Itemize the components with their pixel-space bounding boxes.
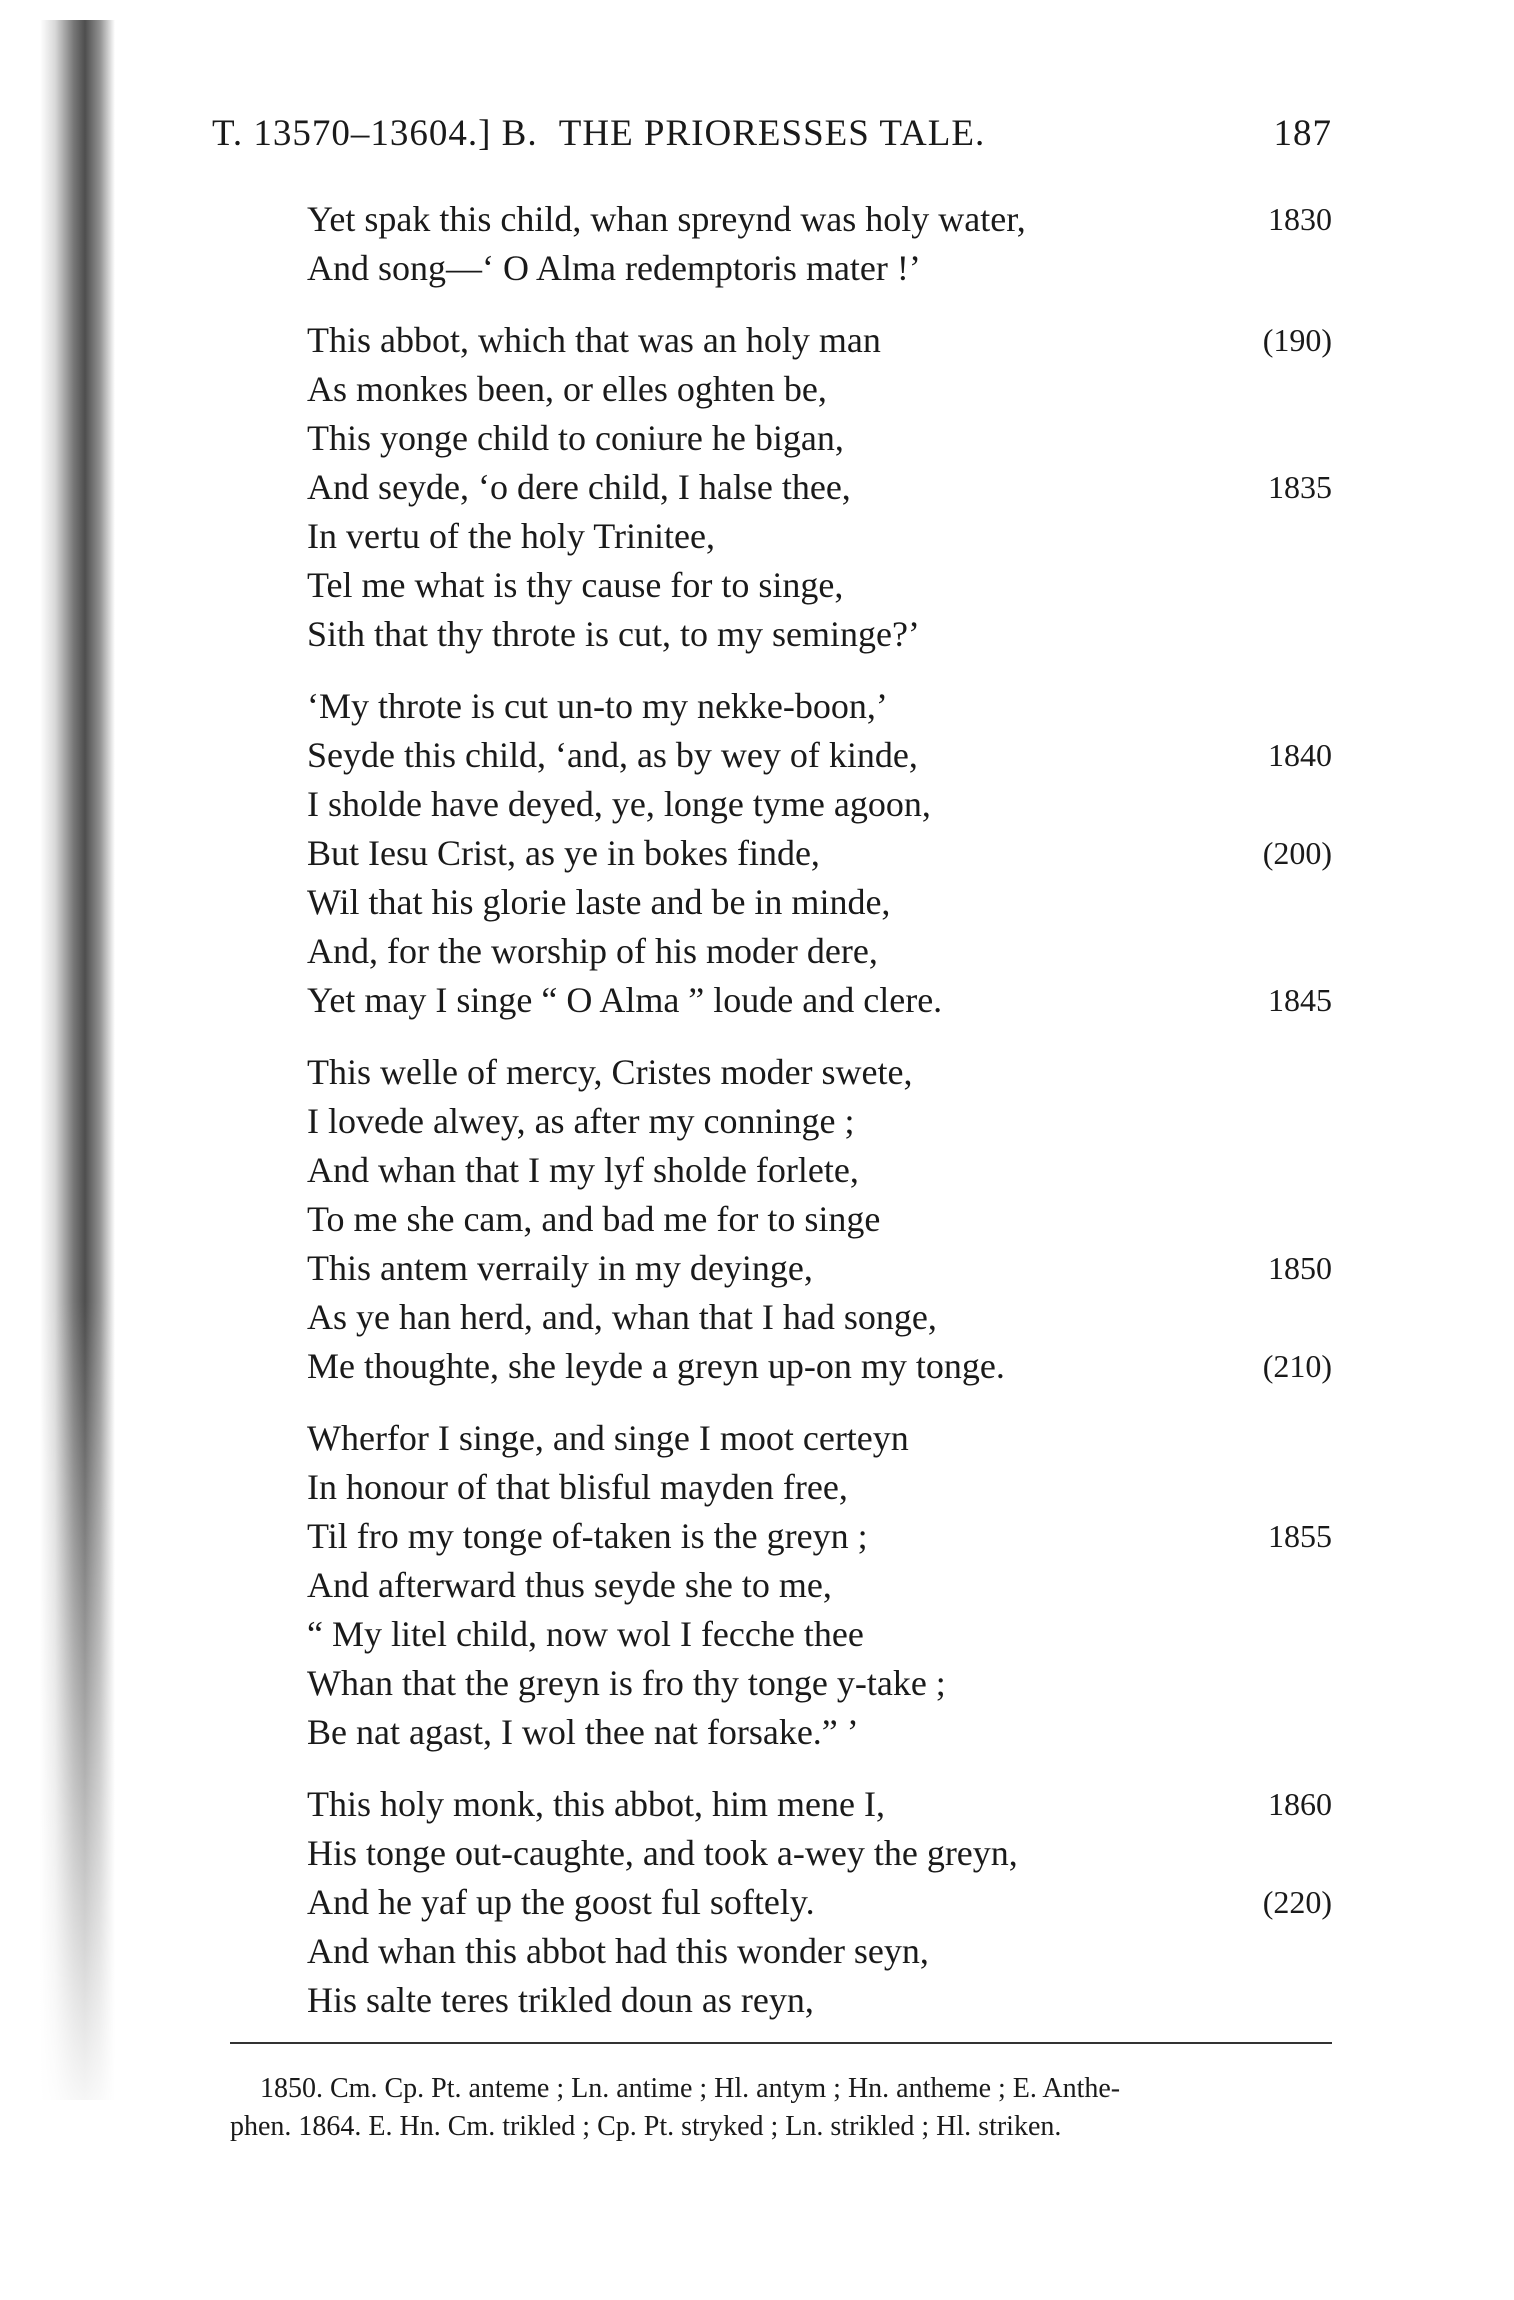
verse-line: [307, 463, 1332, 512]
footnotes: [230, 2070, 1332, 2146]
verse-text: Be nat agast, I wol thee nat forsake.” ’: [307, 1712, 859, 1752]
verse-line: [307, 244, 1332, 293]
page-number: 187: [1273, 113, 1332, 154]
verse-line: [307, 365, 1332, 414]
verse-line: [307, 1659, 1332, 1708]
verse-text: To me she cam, and bad me for to singe: [307, 1199, 881, 1239]
header-line-range: T. 13570–13604.] B.: [212, 113, 538, 154]
verse-line: [307, 731, 1332, 780]
verse-text: Yet spak this child, whan spreynd was holy water,: [307, 199, 1026, 239]
line-number: 1855: [1268, 1518, 1332, 1554]
verse-line: [307, 927, 1332, 976]
verse-line: [307, 1780, 1332, 1829]
verse-text: This abbot, which that was an holy man: [307, 320, 881, 360]
binding-shadow-fade: [40, 1300, 115, 2100]
verse-text: And song—‘ O Alma redemptoris mater !’: [307, 248, 921, 288]
verse-text: And, for the worship of his moder dere,: [307, 931, 878, 971]
verse-text: Wherfor I singe, and singe I moot certeyn: [307, 1418, 909, 1458]
verse-text: ‘My throte is cut un-to my nekke-boon,’: [307, 686, 888, 726]
verse-text: “ My litel child, now wol I fecche thee: [307, 1614, 864, 1654]
verse-line: [307, 1414, 1332, 1463]
verse-line: [307, 1927, 1332, 1976]
stanza: [307, 1780, 1332, 2025]
verse-text: This welle of mercy, Cristes moder swete,: [307, 1052, 913, 1092]
verse-text: In honour of that blisful mayden free,: [307, 1467, 848, 1507]
verse-text: I sholde have deyed, ye, longe tyme agoon,: [307, 784, 931, 824]
verse-text: Til fro my tonge of-taken is the greyn ;: [307, 1516, 868, 1556]
verse-text: In vertu of the holy Trinitee,: [307, 516, 715, 556]
line-number: 1845: [1268, 982, 1332, 1018]
line-number: 1835: [1268, 469, 1332, 505]
verse-line: [307, 1512, 1332, 1561]
stanza: [307, 316, 1332, 659]
verse-line: [307, 1097, 1332, 1146]
verse-text: Whan that the greyn is fro thy tonge y-take ;: [307, 1663, 946, 1703]
poem-body: [307, 195, 1332, 2048]
header-title: THE PRIORESSES TALE.: [558, 113, 986, 154]
verse-text: And whan that I my lyf sholde forlete,: [307, 1150, 859, 1190]
line-number: (210): [1262, 1348, 1332, 1384]
verse-line: [307, 195, 1332, 244]
verse-line: [307, 1048, 1332, 1097]
verse-text: Me thoughte, she leyde a greyn up-on my tonge.: [307, 1346, 1005, 1386]
stanza: [307, 682, 1332, 1025]
verse-text: Seyde this child, ‘and, as by wey of kinde,: [307, 735, 918, 775]
verse-line: [307, 1976, 1332, 2025]
verse-line: [307, 512, 1332, 561]
verse-text: This yonge child to coniure he bigan,: [307, 418, 844, 458]
verse-text: And afterward thus seyde she to me,: [307, 1565, 832, 1605]
verse-line: [307, 414, 1332, 463]
verse-text: And he yaf up the goost ful softely.: [307, 1882, 815, 1922]
verse-line: [307, 1708, 1332, 1757]
verse-text: Yet may I singe “ O Alma ” loude and clere.: [307, 980, 943, 1020]
verse-line: [307, 780, 1332, 829]
verse-text: And seyde, ‘o dere child, I halse thee,: [307, 467, 851, 507]
verse-text: His salte teres trikled doun as reyn,: [307, 1980, 814, 2020]
verse-line: [307, 1293, 1332, 1342]
verse-line: [307, 1342, 1332, 1391]
verse-line: [307, 1878, 1332, 1927]
running-header: [212, 112, 1332, 162]
verse-line: [307, 1561, 1332, 1610]
verse-line: [307, 610, 1332, 659]
verse-text: But Iesu Crist, as ye in bokes finde,: [307, 833, 820, 873]
footnote-line: phen. 1864. E. Hn. Cm. trikled ; Cp. Pt. stryked ; Ln. strikled ; Hl. striken.: [230, 2111, 1062, 2142]
verse-line: [307, 682, 1332, 731]
verse-text: Sith that thy throte is cut, to my seminge?’: [307, 614, 920, 654]
verse-line: [307, 1463, 1332, 1512]
line-number: 1830: [1268, 201, 1332, 237]
footnote-line: 1850. Cm. Cp. Pt. anteme ; Ln. antime ; Hl. antym ; Hn. antheme ; E. Anthe-: [260, 2073, 1121, 2104]
verse-text: This holy monk, this abbot, him mene I,: [307, 1784, 885, 1824]
verse-line: [307, 1244, 1332, 1293]
verse-text: As ye han herd, and, whan that I had songe,: [307, 1297, 937, 1337]
verse-text: I lovede alwey, as after my conninge ;: [307, 1101, 855, 1141]
verse-line: [307, 1146, 1332, 1195]
verse-line: [307, 878, 1332, 927]
line-number: 1840: [1268, 737, 1332, 773]
verse-line: [307, 829, 1332, 878]
verse-line: [307, 1195, 1332, 1244]
verse-text: Wil that his glorie laste and be in minde,: [307, 882, 891, 922]
stanza: [307, 195, 1332, 293]
line-number: (190): [1262, 322, 1332, 358]
line-number: (200): [1262, 835, 1332, 871]
stanza: [307, 1048, 1332, 1391]
verse-text: His tonge out-caughte, and took a-wey the greyn,: [307, 1833, 1018, 1873]
line-number: (220): [1262, 1884, 1332, 1920]
verse-text: Tel me what is thy cause for to singe,: [307, 565, 844, 605]
stanza: [307, 1414, 1332, 1757]
line-number: 1850: [1268, 1250, 1332, 1286]
verse-text: As monkes been, or elles oghten be,: [307, 369, 827, 409]
verse-line: [307, 316, 1332, 365]
verse-text: This antem verraily in my deyinge,: [307, 1248, 813, 1288]
verse-text: And whan this abbot had this wonder seyn,: [307, 1931, 929, 1971]
verse-line: [307, 976, 1332, 1025]
line-number: 1860: [1268, 1786, 1332, 1822]
verse-line: [307, 1610, 1332, 1659]
verse-line: [307, 561, 1332, 610]
footnote-rule: [230, 2042, 1332, 2044]
verse-line: [307, 1829, 1332, 1878]
